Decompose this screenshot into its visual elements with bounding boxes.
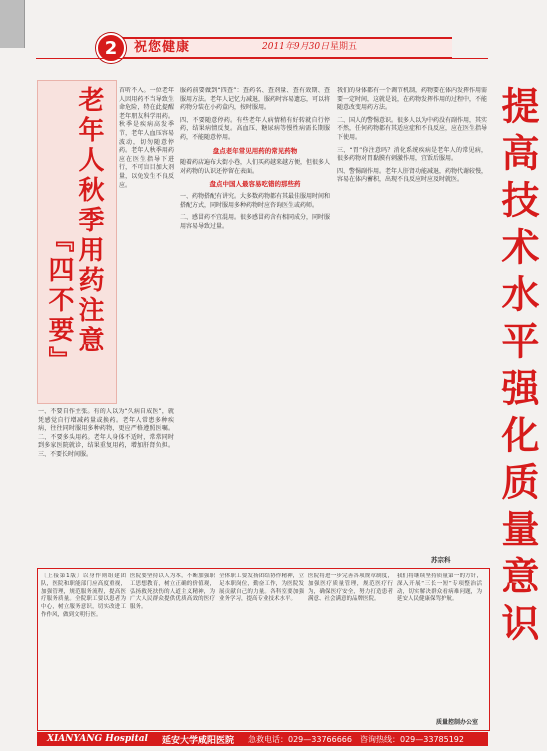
footer-bar [37, 732, 488, 746]
footer-hotline: 咨询热线：029—33785192 [360, 734, 464, 744]
footer-brand: XIANYANG Hospital [47, 734, 148, 744]
weekday: 星期五 [330, 42, 358, 52]
section-title: 祝您健康 [134, 40, 191, 55]
footer-emergency-phone: 急救电话：029—33766666 [248, 734, 352, 744]
paragraph: 服药前要做到“四查”：查药名、查剂量、查有效期、查服用方法。老年人记忆力减退，服药时容易遗忘，可以将药物分装在小药盒内，按时服用。 [180, 87, 330, 112]
article-column-1-bottom: 一、不要自作主张。有的人以为“久病自成医”，就凭感觉自行增减药量或换药。老年人常患多种疾病，往往同时服用多种药物，更应严格遵照医嘱。二、不要多头用药。老年人身体不适时，常常同时到多家医院就诊，结果重复用药，增加肝肾负担。三、不要长时间服。 [38, 408, 174, 458]
notice-signature: 质量控制办公室 [436, 719, 479, 726]
notice-column: 我们将继续坚持质量第一的方针，深入开展“三长一短”专项整治活动，切实解决群众看病难问题，为延安人民健康保驾护航。 [397, 573, 482, 603]
paragraph: 四、不要随意停药。有些老年人病情稍有好转就自行停药，结果病情反复。高血压、糖尿病等慢性病需长期服药，不能随意停用。 [180, 116, 330, 141]
article-column-1: 首听不入。一位老年人因用药不当导致生命危险，特在此提醒老年朋友科学用药。秋季是疾病高发季节，老年人血压容易波动，切勿随意停药。老年人秋季用药应在医生指导下进行，不可盲目加大剂量，以免发生不良反应。 [119, 87, 174, 189]
headline-line2: 『四不要』 [44, 226, 74, 376]
page-number-badge: 2 [96, 33, 126, 63]
article-column-3 [337, 87, 487, 552]
paragraph: 二、国人的警惕意识。很多人以为中药没有副作用，其实不然，任何药物都有其适应症和不良反应，应在医生指导下使用。 [337, 116, 487, 141]
notice-column: 医院要坚持以人为本，不断加强职工思想教育，树立正确的价值观，弘扬救死扶伤的人道主义精神，为广大人民群众提供优质高效的医疗服务。 [130, 573, 215, 611]
notice-column: 〔上接第1版〕以身作则组建团队，医院和职能部门应高度重视，加强管理，规范服务流程，提高医疗服务质量。全院职工要以患者为中心，树立服务意识，切实改进工作作风，做到文明行医。 [41, 573, 126, 618]
article-column-2 [180, 87, 330, 552]
author-byline: 苏宗科 [431, 556, 451, 564]
paragraph: 四、警惕副作用。老年人肝肾功能减退，药物代谢较慢，容易在体内蓄积，出现不良反应时应及时就医。 [337, 167, 487, 184]
paragraph: 三、“胃”你注意吗？消化系统疾病是老年人的常见病，很多药物对胃黏膜有刺激作用，宜饭后服用。 [337, 146, 487, 163]
issue-date: 2011年9月30日 [262, 42, 330, 52]
paragraph: 随着药店遍布大街小巷，人们买药越来越方便，但很多人对药物的认识还停留在表面。 [180, 159, 330, 175]
slogan-vertical: 提高技术水平强化质量意识 [495, 86, 540, 650]
footer-hospital-name: 延安大学咸阳医院 [161, 735, 234, 746]
subheading: 盘点中国人最容易吃错的那些药 [209, 180, 301, 189]
page-corner [0, 0, 25, 48]
notice-column: 医院将进一步完善各项规章制度，加强医疗质量管理，规范医疗行为，确保医疗安全，努力打造患者满意、社会满意的品牌医院。 [308, 573, 393, 603]
subheading: 盘点老年常见用药的常见药物 [212, 146, 298, 155]
notice-box [37, 568, 490, 731]
notice-column: 全体职工要发扬团结协作精神，立足本职岗位，勤奋工作，为医院发展贡献自己的力量。各科室要加强业务学习，提高专业技术水平。 [219, 573, 304, 603]
paragraph: 我们的身体都有一个调节机制，药物要在体内发挥作用需要一定时间，这就是说，在药物发挥作用的过程中，不能随意改变用药方法。 [337, 87, 487, 112]
paragraph: 二、感冒药不宜混用。很多感冒药含有相同成分，同时服用容易导致过量。 [180, 214, 330, 230]
header-divider [36, 58, 488, 59]
paragraph: 一、药物搭配有讲究。大多数药物都有其最佳服用时间和搭配方式，同时服用多种药物时应咨询医生或药师。 [180, 192, 330, 209]
headline-line1: 老年人秋季用药注意 [74, 86, 104, 356]
